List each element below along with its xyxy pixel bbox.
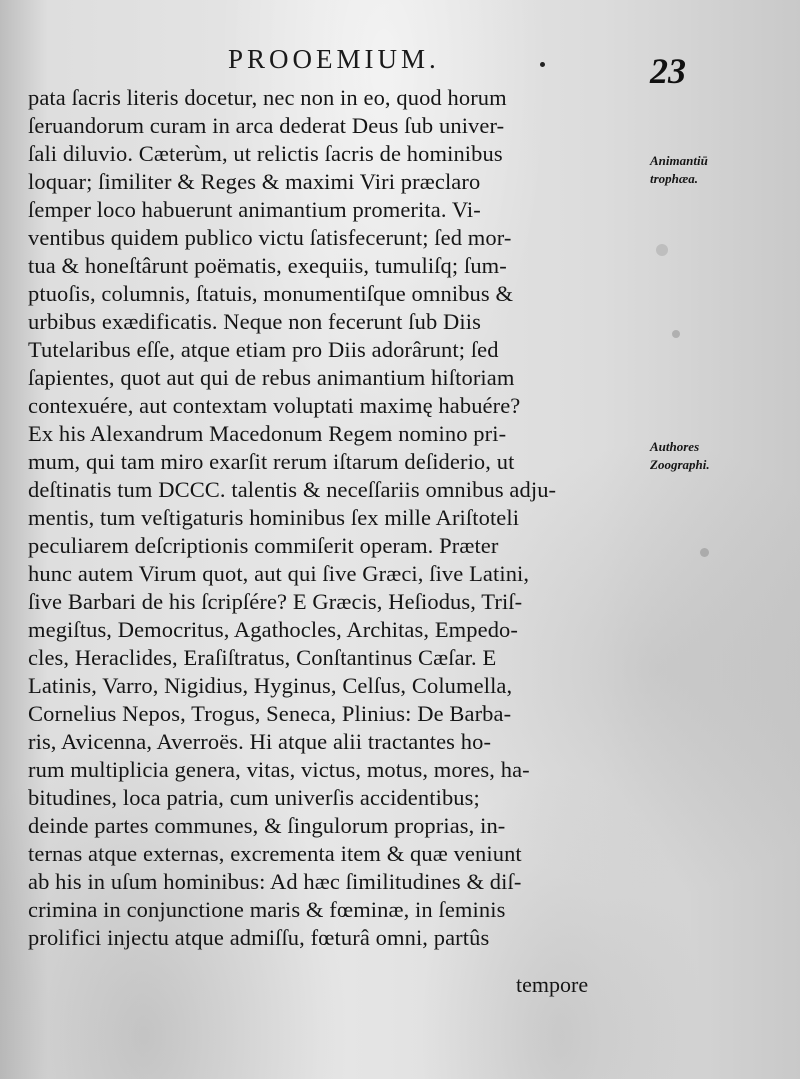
text-line: cles, Heraclides, Eraſiſtratus, Conſtantinus Cæſar. E — [28, 645, 497, 670]
text-line: Ex his Alexandrum Macedonum Regem nomino pri- — [28, 421, 507, 446]
text-line: ſeruandorum curam in arca dederat Deus ſub univer- — [28, 113, 505, 138]
text-line: hunc autem Virum quot, aut qui ſive Græci, ſive Latini, — [28, 561, 530, 586]
text-line: ternas atque externas, excrementa item & quæ veniunt — [28, 841, 522, 866]
text-line: Tutelaribus eſſe, atque etiam pro Diis adorârunt; ſed — [28, 337, 499, 362]
text-line: tua & honeſtârunt poëmatis, exequiis, tumuliſq; ſum- — [28, 253, 507, 278]
text-line: loquar; ſimiliter & Reges & maximi Viri præclaro — [28, 169, 481, 194]
text-line: ptuoſis, columnis, ſtatuis, monumentiſque omnibus & — [28, 281, 514, 306]
marginal-note-line: Animantiū — [650, 153, 708, 168]
running-head: PROOEMIUM. — [228, 44, 440, 74]
text-line: crimina in conjunctione maris & fœminæ, in ſeminis — [28, 897, 506, 922]
catchword: tempore — [516, 972, 589, 997]
text-line: deſtinatis tum DCCC. talentis & neceſſariis omnibus adju- — [28, 477, 557, 502]
text-line: Latinis, Varro, Nigidius, Hyginus, Celſus, Columella, — [28, 673, 513, 698]
text-line: ſemper loco habuerunt animantium promerita. Vi- — [28, 197, 481, 222]
text-line: ſali diluvio. Cæterùm, ut relictis ſacris de hominibus — [28, 141, 503, 166]
marginal-note-authores — [650, 438, 790, 474]
page-number: 23 — [650, 51, 686, 91]
marginal-note-line: Zoographi. — [650, 457, 710, 472]
marginal-note-animantium — [650, 152, 790, 188]
text-line: mum, qui tam miro exarſit rerum iſtarum deſiderio, ut — [28, 449, 515, 474]
text-line: ab his in uſum hominibus: Ad hæc ſimilitudines & diſ- — [28, 869, 522, 894]
paper-stain — [656, 244, 668, 256]
text-line: Cornelius Nepos, Trogus, Seneca, Plinius: De Barba- — [28, 701, 512, 726]
text-line: urbibus exædificatis. Neque non fecerunt ſub Diis — [28, 309, 481, 334]
text-line: mentis, tum veſtigaturis hominibus ſex mille Ariſtoteli — [28, 505, 520, 530]
text-line: contexuére, aut contextam voluptati maximę habuére? — [28, 393, 521, 418]
ornament-dot — [540, 62, 545, 67]
marginal-note-line: Authores — [650, 439, 700, 454]
text-line: ris, Avicenna, Averroës. Hi atque alii tractantes ho- — [28, 729, 492, 754]
text-line: peculiarem deſcriptionis commiſerit operam. Præter — [28, 533, 499, 558]
text-line: ventibus quidem publico victu ſatisfecerunt; ſed mor- — [28, 225, 512, 250]
text-line: deinde partes communes, & ſingulorum proprias, in- — [28, 813, 506, 838]
text-line: megiſtus, Democritus, Agathocles, Architas, Empedo- — [28, 617, 519, 642]
text-line: pata ſacris literis docetur, nec non in eo, quod horum — [28, 85, 507, 110]
body-text — [28, 84, 648, 952]
text-line: bitudines, loca patria, cum univerſis accidentibus; — [28, 785, 480, 810]
paper-stain — [700, 548, 709, 557]
text-line: prolifici injectu atque admiſſu, fœturâ omni, partûs — [28, 925, 490, 950]
text-line: ſapientes, quot aut qui de rebus animantium hiſtoriam — [28, 365, 515, 390]
text-line: ſive Barbari de his ſcripſére? E Græcis, Heſiodus, Triſ- — [28, 589, 523, 614]
marginal-note-line: trophæa. — [650, 171, 699, 186]
paper-stain — [672, 330, 680, 338]
text-line: rum multiplicia genera, vitas, victus, motus, mores, ha- — [28, 757, 530, 782]
